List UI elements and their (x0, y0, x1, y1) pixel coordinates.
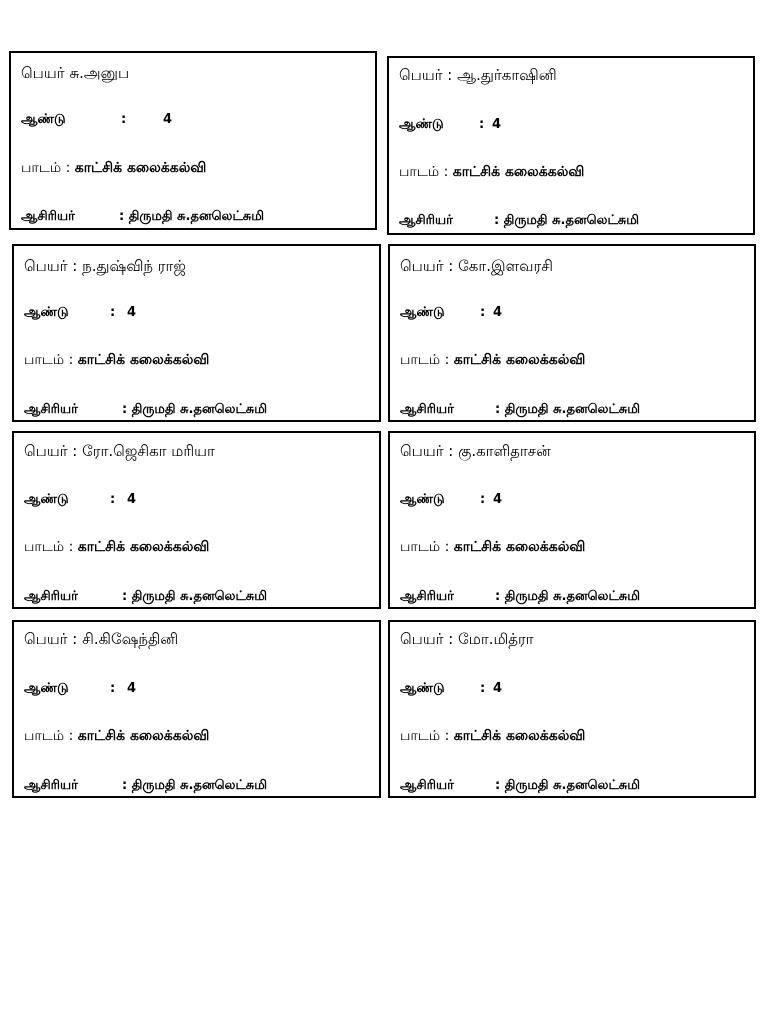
year-line (24, 681, 137, 696)
name-line (400, 632, 534, 647)
teacher-label: ஆசிரியர் (24, 778, 78, 793)
subject-value: காட்சிக் கலைக்கல்வி (77, 352, 210, 368)
year-line (400, 492, 503, 507)
subject-label: பாடம் : (24, 728, 74, 744)
year-value: 4 (127, 492, 137, 507)
name-label: பெயர் : (399, 66, 453, 84)
teacher-label: ஆசிரியர் (21, 209, 75, 224)
subject-value: காட்சிக் கலைக்கல்வி (77, 728, 210, 744)
year-value: 4 (493, 492, 503, 507)
name-card (9, 51, 377, 230)
teacher-line (24, 589, 268, 604)
year-separator: : (480, 492, 486, 507)
student-name: கோ.இளவரசி (458, 257, 553, 275)
year-value: 4 (127, 305, 137, 320)
teacher-line (400, 402, 641, 417)
subject-label: பாடம் : (400, 539, 450, 555)
subject-line (24, 729, 209, 743)
name-label: பெயர் (21, 64, 65, 82)
year-label: ஆண்டு (24, 681, 69, 696)
student-name: சு.அனுப (69, 64, 130, 82)
subject-label: பாடம் : (400, 352, 450, 368)
name-label: பெயர் : (24, 630, 78, 648)
name-line (400, 259, 553, 274)
subject-line (400, 729, 585, 743)
subject-value: காட்சிக் கலைக்கல்வி (74, 160, 207, 176)
name-label: பெயர் : (24, 442, 78, 460)
subject-line (24, 540, 209, 554)
teacher-line (24, 778, 268, 793)
year-value: 4 (493, 305, 503, 320)
year-label: ஆண்டு (400, 681, 445, 696)
year-label: ஆண்டு (399, 117, 444, 132)
year-line (399, 117, 502, 132)
year-line (21, 112, 173, 127)
name-line (24, 259, 186, 274)
teacher-value: : திருமதி சு.தனலெட்சுமி (494, 213, 640, 228)
teacher-line (400, 778, 641, 793)
subject-line (399, 165, 584, 179)
student-name: ந.துஷ்விந் ராஜ் (82, 257, 186, 275)
year-line (400, 305, 503, 320)
name-card (388, 620, 756, 798)
name-label: பெயர் : (400, 257, 454, 275)
teacher-line (21, 209, 265, 224)
subject-label: பாடம் : (24, 352, 74, 368)
subject-label: பாடம் : (24, 539, 74, 555)
year-label: ஆண்டு (400, 305, 445, 320)
student-name: சி.கிஷேந்தினி (82, 630, 179, 648)
teacher-value: : திருமதி சு.தனலெட்சுமி (122, 402, 268, 417)
name-card (388, 431, 756, 609)
year-separator: : (110, 492, 116, 507)
teacher-line (24, 402, 268, 417)
name-label: பெயர் : (400, 630, 454, 648)
name-card (388, 244, 756, 422)
teacher-line (400, 589, 641, 604)
subject-label: பாடம் : (399, 164, 449, 180)
year-label: ஆண்டு (24, 492, 69, 507)
teacher-line (399, 213, 640, 228)
teacher-label: ஆசிரியர் (400, 778, 454, 793)
subject-value: காட்சிக் கலைக்கல்வி (453, 728, 586, 744)
year-line (24, 492, 137, 507)
teacher-value: : திருமதி சு.தனலெட்சுமி (495, 589, 641, 604)
name-card (12, 244, 381, 422)
year-label: ஆண்டு (21, 112, 66, 127)
subject-value: காட்சிக் கலைக்கல்வி (452, 164, 585, 180)
student-name: ரோ.ஜெசிகா மரியா (82, 442, 215, 460)
year-value: 4 (492, 117, 502, 132)
name-line (24, 444, 215, 459)
year-value: 4 (127, 681, 137, 696)
teacher-label: ஆசிரியர் (24, 402, 78, 417)
year-separator: : (480, 681, 486, 696)
year-separator: : (121, 112, 127, 127)
year-label: ஆண்டு (24, 305, 69, 320)
subject-line (400, 540, 585, 554)
name-line (399, 68, 557, 83)
subject-line (400, 353, 585, 367)
name-label: பெயர் : (24, 257, 78, 275)
teacher-label: ஆசிரியர் (24, 589, 78, 604)
student-name: கு.காளிதாசன் (458, 442, 551, 460)
student-name: ஆ.துர்காஷினி (457, 66, 557, 84)
name-card (12, 431, 381, 609)
subject-value: காட்சிக் கலைக்கல்வி (453, 539, 586, 555)
year-separator: : (110, 681, 116, 696)
teacher-label: ஆசிரியர் (400, 589, 454, 604)
name-card (387, 56, 755, 235)
year-line (24, 305, 137, 320)
year-value: 4 (493, 681, 503, 696)
year-value: 4 (163, 112, 173, 127)
year-line (400, 681, 503, 696)
year-separator: : (110, 305, 116, 320)
name-label: பெயர் : (400, 442, 454, 460)
subject-line (24, 353, 209, 367)
teacher-label: ஆசிரியர் (400, 402, 454, 417)
teacher-value: : திருமதி சு.தனலெட்சுமி (119, 209, 265, 224)
teacher-value: : திருமதி சு.தனலெட்சுமி (122, 778, 268, 793)
subject-value: காட்சிக் கலைக்கல்வி (77, 539, 210, 555)
teacher-value: : திருமதி சு.தனலெட்சுமி (122, 589, 268, 604)
teacher-label: ஆசிரியர் (399, 213, 453, 228)
subject-line (21, 161, 206, 175)
student-name: மோ.மித்ரா (458, 630, 534, 648)
name-card (12, 620, 381, 798)
name-line (24, 632, 178, 647)
teacher-value: : திருமதி சு.தனலெட்சுமி (495, 402, 641, 417)
subject-label: பாடம் : (21, 160, 71, 176)
teacher-value: : திருமதி சு.தனலெட்சுமி (495, 778, 641, 793)
year-label: ஆண்டு (400, 492, 445, 507)
name-line (21, 66, 129, 81)
subject-value: காட்சிக் கலைக்கல்வி (453, 352, 586, 368)
subject-label: பாடம் : (400, 728, 450, 744)
name-line (400, 444, 551, 459)
year-separator: : (479, 117, 485, 132)
year-separator: : (480, 305, 486, 320)
